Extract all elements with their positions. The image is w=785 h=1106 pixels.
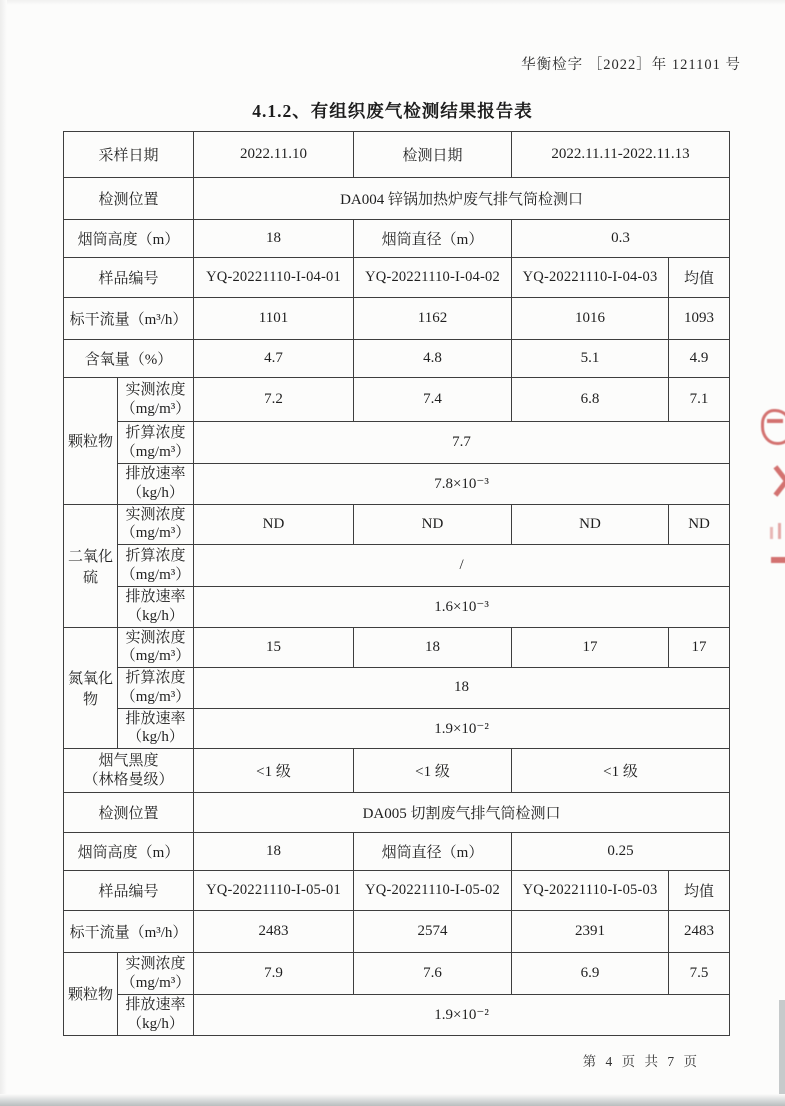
converted-label (118, 668, 194, 709)
table-row (64, 871, 730, 911)
pm-rate-value: 7.8×10⁻³ (194, 464, 730, 505)
sample-id-1: YQ-20221110-I-04-01 (194, 258, 354, 298)
table-row (64, 298, 730, 340)
measured-label (118, 953, 194, 995)
oxygen-label: 含氧量（%） (64, 340, 194, 378)
pollutant-name-pm: 颗粒物 (64, 953, 118, 1036)
rate-label-line2: （kg/h） (127, 729, 184, 746)
sampling-date-label: 采样日期 (64, 132, 194, 178)
rate-label-line2: （kg/h） (127, 1015, 184, 1032)
oxygen-value-1: 4.7 (194, 340, 354, 378)
table-row (64, 708, 730, 749)
table-row (64, 545, 730, 587)
table-row (64, 464, 730, 505)
sample-no-label: 样品编号 (64, 258, 194, 298)
converted-label (118, 422, 194, 464)
converted-label-line1: 折算浓度 (125, 547, 186, 564)
converted-label-line2: （mg/m³） (120, 688, 191, 705)
seal-stroke (771, 557, 785, 563)
pm-rate-value: 1.9×10⁻² (194, 995, 730, 1036)
nox-rate-value: 1.9×10⁻² (194, 708, 730, 749)
flow-value-1: 2483 (194, 911, 354, 953)
stack-diameter-label: 烟筒直径（m） (354, 220, 512, 258)
stack-diameter-value: 0.3 (512, 220, 730, 258)
scan-edge-left (0, 0, 7, 1106)
page-title: 4.1.2、有组织废气检测结果报告表 (252, 101, 533, 121)
so2-measured-avg: ND (669, 504, 730, 545)
seal-stroke (773, 465, 785, 496)
pollutant-name-so2: 二氧化硫 (64, 504, 118, 627)
pm-measured-2: 7.4 (354, 378, 512, 422)
table-row (64, 793, 730, 833)
flow-value-3: 1016 (512, 298, 669, 340)
test-date-value: 2022.11.11-2022.11.13 (512, 132, 730, 178)
flow-label: 标干流量（m³/h） (64, 298, 194, 340)
table-row (64, 504, 730, 545)
rate-label (118, 995, 194, 1036)
converted-label (118, 545, 194, 587)
document-number: 华衡检字 ［2022］年 121101 号 (521, 57, 741, 73)
sample-id-1: YQ-20221110-I-05-01 (194, 871, 354, 911)
blackness-label (64, 749, 194, 793)
converted-label-line1: 折算浓度 (125, 424, 186, 441)
measured-label (118, 378, 194, 422)
stack-height-value: 18 (194, 220, 354, 258)
red-seal-fragment-icon (751, 405, 785, 595)
scan-edge-bottom (0, 1094, 785, 1106)
so2-measured-3: ND (512, 504, 669, 545)
table-row (64, 258, 730, 298)
rate-label-line1: 排放速率 (125, 589, 186, 605)
measured-label-line2: （mg/m³） (120, 400, 191, 417)
rate-label-line2: （kg/h） (127, 484, 184, 501)
stack-height-label: 烟筒高度（m） (64, 833, 194, 871)
flow-label: 标干流量（m³/h） (64, 911, 194, 953)
location-label: 检测位置 (64, 793, 194, 833)
sample-id-2: YQ-20221110-I-04-02 (354, 258, 512, 298)
seal-stroke (761, 409, 785, 445)
measured-label-line2: （mg/m³） (120, 648, 191, 665)
oxygen-avg: 4.9 (669, 340, 730, 378)
stack-height-label: 烟筒高度（m） (64, 220, 194, 258)
table-row (64, 627, 730, 668)
blackness-label-line2: （林格曼级） (83, 771, 174, 788)
table-row (64, 668, 730, 709)
table-row (64, 749, 730, 793)
so2-converted-value: / (194, 545, 730, 587)
blackness-label-line1: 烟气黑度 (98, 752, 159, 769)
sample-no-label: 样品编号 (64, 871, 194, 911)
nox-measured-3: 17 (512, 627, 669, 668)
measured-label (118, 627, 194, 668)
so2-rate-value: 1.6×10⁻³ (194, 587, 730, 628)
sampling-date-value: 2022.11.10 (194, 132, 354, 178)
location-value-da004: DA004 锌锅加热炉废气排气筒检测口 (194, 178, 730, 220)
stack-diameter-value: 0.25 (512, 833, 730, 871)
table-row (64, 833, 730, 871)
test-date-label: 检测日期 (354, 132, 512, 178)
pollutant-name-pm: 颗粒物 (64, 378, 118, 505)
pm-measured-avg: 7.1 (669, 378, 730, 422)
flow-value-2: 2574 (354, 911, 512, 953)
converted-label-line2: （mg/m³） (120, 566, 191, 583)
blackness-value-3: <1 级 (512, 749, 730, 793)
nox-measured-1: 15 (194, 627, 354, 668)
sample-id-3: YQ-20221110-I-05-03 (512, 871, 669, 911)
flow-avg: 1093 (669, 298, 730, 340)
pm-measured-2: 7.6 (354, 953, 512, 995)
avg-label: 均值 (669, 871, 730, 911)
stack-height-value: 18 (194, 833, 354, 871)
stack-diameter-label: 烟筒直径（m） (354, 833, 512, 871)
table-row (64, 220, 730, 258)
seal-stroke (767, 419, 783, 423)
oxygen-value-3: 5.1 (512, 340, 669, 378)
rate-label (118, 464, 194, 505)
rate-label-line1: 排放速率 (125, 997, 186, 1013)
page-number: 第 4 页 共 7 页 (582, 1054, 700, 1069)
scan-edge-top (0, 0, 785, 5)
scan-edge-right (779, 1000, 785, 1106)
flow-value-3: 2391 (512, 911, 669, 953)
sample-id-2: YQ-20221110-I-05-02 (354, 871, 512, 911)
converted-label-line1: 折算浓度 (125, 670, 186, 686)
pm-measured-avg: 7.5 (669, 953, 730, 995)
nox-measured-avg: 17 (669, 627, 730, 668)
table-row (64, 178, 730, 220)
rate-label (118, 708, 194, 749)
rate-label-line1: 排放速率 (125, 710, 186, 727)
nox-converted-value: 18 (194, 668, 730, 709)
converted-label-line2: （mg/m³） (120, 443, 191, 460)
table-row (64, 911, 730, 953)
avg-label: 均值 (669, 258, 730, 298)
flow-value-2: 1162 (354, 298, 512, 340)
pm-converted-value: 7.7 (194, 422, 730, 464)
measured-label-line1: 实测浓度 (125, 506, 186, 523)
sample-id-3: YQ-20221110-I-04-03 (512, 258, 669, 298)
seal-stroke (773, 465, 785, 496)
flow-avg: 2483 (669, 911, 730, 953)
table-row (64, 422, 730, 464)
nox-measured-2: 18 (354, 627, 512, 668)
location-value-da005: DA005 切割废气排气筒检测口 (194, 793, 730, 833)
flow-value-1: 1101 (194, 298, 354, 340)
pm-measured-1: 7.9 (194, 953, 354, 995)
rate-label (118, 587, 194, 628)
oxygen-value-2: 4.8 (354, 340, 512, 378)
table-row (64, 132, 730, 178)
measured-label-line1: 实测浓度 (125, 955, 186, 972)
seal-stroke (778, 523, 781, 539)
pm-measured-3: 6.9 (512, 953, 669, 995)
rate-label-line2: （kg/h） (127, 607, 184, 624)
table-row (64, 378, 730, 422)
table-row (64, 995, 730, 1036)
measured-label (118, 504, 194, 545)
measured-label-line1: 实测浓度 (125, 381, 186, 398)
measured-label-line2: （mg/m³） (120, 525, 191, 542)
pollutant-name-nox: 氮氧化物 (64, 627, 118, 749)
blackness-value-1: <1 级 (194, 749, 354, 793)
seal-stroke (770, 527, 773, 539)
so2-measured-1: ND (194, 504, 354, 545)
table-row (64, 340, 730, 378)
pm-measured-1: 7.2 (194, 378, 354, 422)
location-label: 检测位置 (64, 178, 194, 220)
blackness-value-2: <1 级 (354, 749, 512, 793)
emission-report-table (63, 131, 730, 1036)
measured-label-line2: （mg/m³） (120, 974, 191, 991)
rate-label-line1: 排放速率 (125, 466, 186, 482)
pm-measured-3: 6.8 (512, 378, 669, 422)
table-row (64, 953, 730, 995)
table-row (64, 587, 730, 628)
so2-measured-2: ND (354, 504, 512, 545)
measured-label-line1: 实测浓度 (125, 629, 186, 646)
